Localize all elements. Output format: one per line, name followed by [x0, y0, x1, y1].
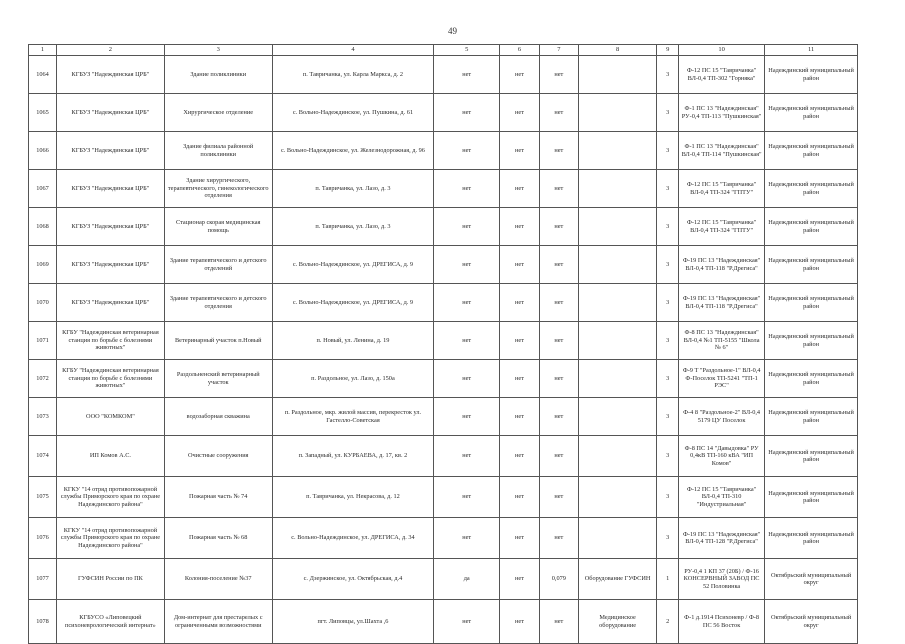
col6-cell: нет [500, 170, 540, 208]
col6-cell: нет [500, 360, 540, 398]
col6-cell: нет [500, 559, 540, 600]
table-row [29, 600, 858, 644]
col5-cell: нет [434, 477, 500, 518]
header-cell: 2 [57, 45, 165, 56]
col5-cell: нет [434, 322, 500, 360]
col7-cell: нет [539, 518, 578, 559]
col8-cell [578, 56, 657, 94]
feeder-cell: Ф-1 ПС 13 "Надеждинская" РУ-0,4 ТП-113 "Пушкинская" [678, 94, 764, 132]
row-number: 1066 [29, 132, 57, 170]
district-cell: Надеждинский муниципальный район [765, 398, 858, 436]
district-cell: Октябрьский муниципальный округ [765, 559, 858, 600]
feeder-cell: Ф-4 8 "Раздольное-2" ВЛ-0,4 5179 ЦУ Поселок [678, 398, 764, 436]
col6-cell: нет [500, 436, 540, 477]
object-cell: Ветеринарный участок п.Новый [164, 322, 272, 360]
organization-cell: КГБУЗ "Надеждинская ЦРБ" [57, 132, 165, 170]
address-cell: с. Вольно-Надеждинское, ул. Железнодорожная, д. 96 [272, 132, 434, 170]
col6-cell: нет [500, 600, 540, 644]
col7-cell: нет [539, 284, 578, 322]
district-cell: Надеждинский муниципальный район [765, 518, 858, 559]
col8-cell [578, 246, 657, 284]
category-cell: 3 [657, 398, 679, 436]
category-cell: 3 [657, 322, 679, 360]
address-cell: с. Вольно-Надеждинское, ул. ДРЕГИСА, д. 9 [272, 284, 434, 322]
row-number: 1067 [29, 170, 57, 208]
col6-cell: нет [500, 477, 540, 518]
address-cell: п. Раздольное, мкр. жилой массив, перекресток ул. Гастелло-Советская [272, 398, 434, 436]
objects-table [28, 44, 858, 644]
col5-cell: да [434, 559, 500, 600]
feeder-cell: Ф-12 ПС 15 "Тавричанка" ВЛ-0,4 ТП-324 "ГПТУ" [678, 208, 764, 246]
table-row [29, 436, 858, 477]
header-cell: 11 [765, 45, 858, 56]
organization-cell: КГБУЗ "Надеждинская ЦРБ" [57, 284, 165, 322]
row-number: 1072 [29, 360, 57, 398]
header-cell: 1 [29, 45, 57, 56]
category-cell: 3 [657, 170, 679, 208]
object-cell: Очистные сооружения [164, 436, 272, 477]
table-row [29, 322, 858, 360]
object-cell: Раздольненский ветеринарный участок [164, 360, 272, 398]
district-cell: Надеждинский муниципальный район [765, 56, 858, 94]
district-cell: Надеждинский муниципальный район [765, 246, 858, 284]
table-row [29, 398, 858, 436]
table-row [29, 94, 858, 132]
header-cell: 8 [578, 45, 657, 56]
organization-cell: КГКУ "14 отряд противопожарной службы Приморского края по охране Надеждинского района" [57, 518, 165, 559]
col5-cell: нет [434, 360, 500, 398]
organization-cell: КГБУЗ "Надеждинская ЦРБ" [57, 94, 165, 132]
col8-cell [578, 322, 657, 360]
district-cell: Надеждинский муниципальный район [765, 436, 858, 477]
col8-cell: Медицинское оборудование [578, 600, 657, 644]
col7-cell: нет [539, 477, 578, 518]
row-number: 1071 [29, 322, 57, 360]
col5-cell: нет [434, 398, 500, 436]
col7-cell: нет [539, 322, 578, 360]
address-cell: п. Раздольное, ул. Лазо, д. 150а [272, 360, 434, 398]
address-cell: с. Вольно-Надеждинское, ул. ДРЕГИСА, д. 34 [272, 518, 434, 559]
address-cell: п. Тавричанка, ул. Некрасова, д. 12 [272, 477, 434, 518]
header-cell: 10 [678, 45, 764, 56]
col8-cell [578, 170, 657, 208]
col5-cell: нет [434, 518, 500, 559]
col6-cell: нет [500, 518, 540, 559]
table-row [29, 284, 858, 322]
organization-cell: КГБУСО «Липовецкий психоневрологический интернат» [57, 600, 165, 644]
object-cell: Здание терапевтического и детского отделений [164, 246, 272, 284]
address-cell: с. Вольно-Надеждинское, ул. ДРЕГИСА, д. 9 [272, 246, 434, 284]
table-row [29, 208, 858, 246]
category-cell: 3 [657, 436, 679, 477]
col6-cell: нет [500, 132, 540, 170]
row-number: 1064 [29, 56, 57, 94]
row-number: 1078 [29, 600, 57, 644]
object-cell: водозаборная скважина [164, 398, 272, 436]
col8-cell [578, 398, 657, 436]
col6-cell: нет [500, 284, 540, 322]
row-number: 1068 [29, 208, 57, 246]
header-cell: 7 [539, 45, 578, 56]
organization-cell: ООО "КОМКОМ" [57, 398, 165, 436]
row-number: 1076 [29, 518, 57, 559]
col8-cell [578, 208, 657, 246]
header-row [29, 45, 858, 56]
object-cell: Дом-интернат для престарелых с ограниченными возможностями [164, 600, 272, 644]
row-number: 1077 [29, 559, 57, 600]
col7-cell: нет [539, 56, 578, 94]
organization-cell: КГБУЗ "Надеждинская ЦРБ" [57, 208, 165, 246]
col7-cell: нет [539, 398, 578, 436]
col5-cell: нет [434, 246, 500, 284]
address-cell: с. Вольно-Надеждинское, ул. Пушкина, д. 61 [272, 94, 434, 132]
address-cell: пгт. Липовцы, ул.Шахта ,6 [272, 600, 434, 644]
category-cell: 3 [657, 56, 679, 94]
page-number: 49 [448, 26, 457, 36]
address-cell: п. Тавричанка, ул. Карла Маркса, д. 2 [272, 56, 434, 94]
category-cell: 3 [657, 94, 679, 132]
col7-cell: нет [539, 360, 578, 398]
col7-cell: нет [539, 208, 578, 246]
address-cell: п. Тавричанка, ул. Лазо, д. 3 [272, 170, 434, 208]
col8-cell [578, 284, 657, 322]
table-row [29, 518, 858, 559]
col6-cell: нет [500, 208, 540, 246]
feeder-cell: Ф-9 Т "Раздольное-1" ВЛ-0,4 Ф-Поселок ТП-5241 "ТП-1 РЭС" [678, 360, 764, 398]
header-cell: 3 [164, 45, 272, 56]
col6-cell: нет [500, 94, 540, 132]
object-cell: Здание терапевтического и детского отделения [164, 284, 272, 322]
district-cell: Надеждинский муниципальный район [765, 322, 858, 360]
object-cell: Здание поликлиники [164, 56, 272, 94]
col8-cell [578, 518, 657, 559]
object-cell: Колония-поселение №37 [164, 559, 272, 600]
col8-cell: Оборудование ГУФСИН [578, 559, 657, 600]
organization-cell: КГКУ "14 отряд противопожарной службы Приморского края по охране Надеждинского района" [57, 477, 165, 518]
object-cell: Пожарная часть № 68 [164, 518, 272, 559]
table-row [29, 360, 858, 398]
district-cell: Надеждинский муниципальный район [765, 360, 858, 398]
table-row [29, 246, 858, 284]
col8-cell [578, 94, 657, 132]
organization-cell: КГБУ "Надеждинская ветеринарная станция по борьбе с болезнями животных" [57, 322, 165, 360]
organization-cell: ГУФСИН России по ПК [57, 559, 165, 600]
col7-cell: нет [539, 170, 578, 208]
feeder-cell: Ф-12 ПС 15 "Тавричанка" ВЛ-0,4 ТП-302 "Горняка" [678, 56, 764, 94]
col5-cell: нет [434, 132, 500, 170]
col7-cell: нет [539, 246, 578, 284]
row-number: 1075 [29, 477, 57, 518]
feeder-cell: Ф-19 ПС 13 "Надеждинская" ВЛ-0,4 ТП-118 "Р.Дрегиса" [678, 284, 764, 322]
row-number: 1073 [29, 398, 57, 436]
address-cell: п. Новый, ул. Ленина, д. 19 [272, 322, 434, 360]
col7-cell: нет [539, 94, 578, 132]
header-cell: 9 [657, 45, 679, 56]
district-cell: Надеждинский муниципальный район [765, 132, 858, 170]
district-cell: Надеждинский муниципальный район [765, 477, 858, 518]
col5-cell: нет [434, 208, 500, 246]
feeder-cell: Ф-1 д.1914 Психоневр / Ф-8 ПС 56 Восток [678, 600, 764, 644]
address-cell: с. Дзержинское, ул. Октябрьская, д.4 [272, 559, 434, 600]
category-cell: 2 [657, 600, 679, 644]
col5-cell: нет [434, 56, 500, 94]
category-cell: 3 [657, 477, 679, 518]
header-cell: 4 [272, 45, 434, 56]
category-cell: 3 [657, 284, 679, 322]
col5-cell: нет [434, 170, 500, 208]
row-number: 1074 [29, 436, 57, 477]
table-row [29, 170, 858, 208]
district-cell: Надеждинский муниципальный район [765, 170, 858, 208]
organization-cell: КГБУЗ "Надеждинская ЦРБ" [57, 246, 165, 284]
object-cell: Стационар скорая медицинская помощь [164, 208, 272, 246]
object-cell: Хирургическое отделение [164, 94, 272, 132]
district-cell: Надеждинский муниципальный район [765, 284, 858, 322]
col7-cell: 0,079 [539, 559, 578, 600]
col6-cell: нет [500, 246, 540, 284]
table-row [29, 559, 858, 600]
object-cell: Здание филиала районной поликлиники [164, 132, 272, 170]
address-cell: п. Тавричанка, ул. Лазо, д. 3 [272, 208, 434, 246]
organization-cell: КГБУЗ "Надеждинская ЦРБ" [57, 170, 165, 208]
feeder-cell: Ф-19 ПС 13 "Надеждинская" ВЛ-0,4 ТП-128 "Р.Дрегиса" [678, 518, 764, 559]
object-cell: Здание хирургического, терапевтического, гинекологического отделения [164, 170, 272, 208]
col8-cell [578, 360, 657, 398]
col6-cell: нет [500, 322, 540, 360]
row-number: 1065 [29, 94, 57, 132]
category-cell: 3 [657, 132, 679, 170]
col6-cell: нет [500, 56, 540, 94]
feeder-cell: Ф-1 ПС 13 "Надеждинская" ВЛ-0,4 ТП-114 "Пушкинская" [678, 132, 764, 170]
col5-cell: нет [434, 436, 500, 477]
col5-cell: нет [434, 94, 500, 132]
category-cell: 1 [657, 559, 679, 600]
organization-cell: ИП Комов А.С. [57, 436, 165, 477]
col8-cell [578, 436, 657, 477]
feeder-cell: Ф-8 ПС 13 "Надеждинская" ВЛ-0,4 №1 ТП-5155 "Школа № 6" [678, 322, 764, 360]
category-cell: 3 [657, 246, 679, 284]
object-cell: Пожарная часть № 74 [164, 477, 272, 518]
district-cell: Октябрьский муниципальный округ [765, 600, 858, 644]
feeder-cell: Ф-12 ПС 15 "Тавричанка" ВЛ-0,4 ТП-310 "Индустриальная" [678, 477, 764, 518]
col7-cell: нет [539, 132, 578, 170]
category-cell: 3 [657, 518, 679, 559]
col8-cell [578, 477, 657, 518]
district-cell: Надеждинский муниципальный район [765, 94, 858, 132]
col6-cell: нет [500, 398, 540, 436]
header-cell: 6 [500, 45, 540, 56]
district-cell: Надеждинский муниципальный район [765, 208, 858, 246]
category-cell: 3 [657, 208, 679, 246]
col5-cell: нет [434, 600, 500, 644]
col7-cell: нет [539, 436, 578, 477]
col8-cell [578, 132, 657, 170]
feeder-cell: РУ-0,4 1 КП 37 (20Б) / Ф-16 КОНСЕРВНЫЙ ЗАВОД ПС 52 Половинка [678, 559, 764, 600]
feeder-cell: Ф-19 ПС 13 "Надеждинская" ВЛ-0,4 ТП-118 "Р.Дрегиса" [678, 246, 764, 284]
row-number: 1070 [29, 284, 57, 322]
category-cell: 3 [657, 360, 679, 398]
organization-cell: КГБУЗ "Надеждинская ЦРБ" [57, 56, 165, 94]
feeder-cell: Ф-8 ПС 14 "Давыдовка" РУ 0,4кВ ТП-160 кВА "ИП Комов" [678, 436, 764, 477]
table-row [29, 132, 858, 170]
col7-cell: нет [539, 600, 578, 644]
table-row [29, 56, 858, 94]
feeder-cell: Ф-12 ПС 15 "Тавричанка" ВЛ-0,4 ТП-324 "ГПТУ" [678, 170, 764, 208]
address-cell: п. Западный, ул. КУРБАЕВА, д. 17, кв. 2 [272, 436, 434, 477]
col5-cell: нет [434, 284, 500, 322]
organization-cell: КГБУ "Надеждинская ветеринарная станция по борьбе с болезнями животных" [57, 360, 165, 398]
header-cell: 5 [434, 45, 500, 56]
row-number: 1069 [29, 246, 57, 284]
table-row [29, 477, 858, 518]
